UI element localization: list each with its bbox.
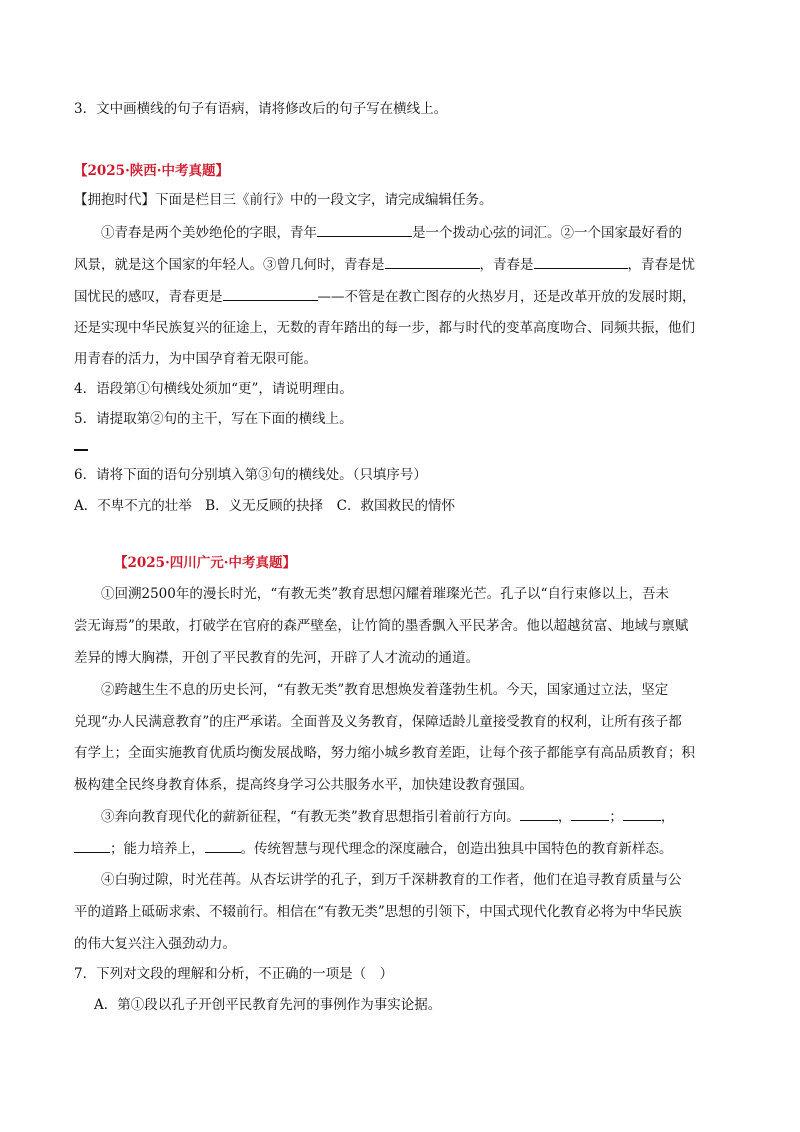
question-4: 4．语段第①句横线处须加“更”，请说明理由。: [74, 381, 353, 397]
source-label-shaanxi: 【2025·陕西·中考真题】: [74, 163, 229, 179]
answer-blank[interactable]: [571, 806, 609, 821]
question-7: 7．下列对文段的理解和分析，不正确的一项是（ ）: [74, 966, 394, 982]
passage2-line10: ④白驹过隙，时光荏苒。从杏坛讲学的孔子，到万千深耕教育的工作者，他们在追寻教育质量与公: [101, 872, 682, 888]
question-7-option-a[interactable]: A．第①段以孔子开创平民教育先河的事例作为事实论据。: [94, 997, 442, 1013]
question-5: 5．请提取第②句的主干，写在下面的横线上。: [74, 411, 353, 427]
question-6-options: A．不卑不亢的壮举 B．义无反顾的抉择 C．救国救民的情怀: [74, 498, 455, 514]
passage2-line6: 有学上；全面实施教育优质均衡发展战略，努力缩小城乡教育差距，让每个孩子都能享有高品质教育；积: [74, 745, 695, 761]
source-label-sichuan: 【2025·四川广元·中考真题】: [114, 555, 296, 571]
passage2-line9: ；能力培养上， 。传统智慧与现代理念的深度融合，创造出独具中国特色的教育新样态。: [74, 838, 673, 859]
passage2-line7: 极构建全民终身教育体系，提高终身学习公共服务水平，加快建设教育强国。: [74, 777, 533, 793]
passage2-line2: 尝无诲焉”的果敢，打破学在官府的森严壁垒，让竹简的墨香飘入平民茅舍。他以超越贫富、地域与禀赋: [74, 618, 689, 634]
passage2-line1: ①回溯2500年的漫长时光，“有教无类”教育思想闪耀着璀璨光芒。孔子以“自行束修以上，吾未: [101, 586, 670, 602]
answer-blank[interactable]: [317, 222, 412, 237]
answer-blank[interactable]: [223, 286, 318, 301]
passage2-line3: 差异的博大胸襟，开创了平民教育的先河，开辟了人才流动的通道。: [74, 650, 479, 666]
passage2-line11: 平的道路上砥砺求索、不辍前行。相信在“有教无类”思想的引领下，中国式现代化教育必将为中华民族: [74, 904, 682, 920]
passage1-line1: ①青春是两个美妙绝伦的字眼，青年 是一个拨动心弦的词汇。②一个国家最好看的: [101, 222, 682, 243]
answer-blank[interactable]: [205, 838, 241, 853]
answer-blank[interactable]: [520, 806, 558, 821]
passage2-line5: 兑现“办人民满意教育”的庄严承诺。全面普及义务教育，保障适龄儿童接受教育的权利，让所有孩子都: [74, 714, 682, 730]
answer-blank[interactable]: [623, 806, 661, 821]
question-3: 3．文中画横线的句子有语病，请将修改后的句子写在横线上。: [74, 101, 448, 117]
answer-blank[interactable]: [385, 254, 480, 269]
answer-line[interactable]: [74, 449, 88, 451]
passage2-line12: 的伟大复兴注入强劲动力。: [74, 936, 236, 952]
passage1-line3: 国忧民的感叹，青春更是 ——不管是在教亡图存的火热岁月，还是改革开放的发展时期，: [74, 286, 696, 307]
passage1-line5: 用青春的活力，为中国孕育着无限可能。: [74, 351, 317, 367]
passage2-line8: ③奔向教育现代化的薪新征程，“有教无类”教育思想指引着前行方向。 ， ； ，: [101, 806, 674, 827]
passage1-line4: 还是实现中华民族复兴的征途上，无数的青年踏出的每一步，都与时代的变革高度吻合、同频共振，他们: [74, 320, 695, 336]
answer-blank[interactable]: [74, 838, 110, 853]
answer-blank[interactable]: [534, 254, 628, 269]
passage1-line2: 风景，就是这个国家的年轻人。③曾几何时，青春是 ，青春是 ，青春是忧: [74, 254, 695, 275]
question-6: 6．请将下面的语句分别填入第③句的横线处。（只填序号）: [74, 467, 427, 483]
section1-intro: 【拥抱时代】下面是栏目三《前行》中的一段文字，请完成编辑任务。: [74, 192, 493, 208]
passage2-line4: ②跨越生生不息的历史长河，“有教无类”教育思想焕发着蓬勃生机。今天，国家通过立法，坚定: [101, 682, 669, 698]
